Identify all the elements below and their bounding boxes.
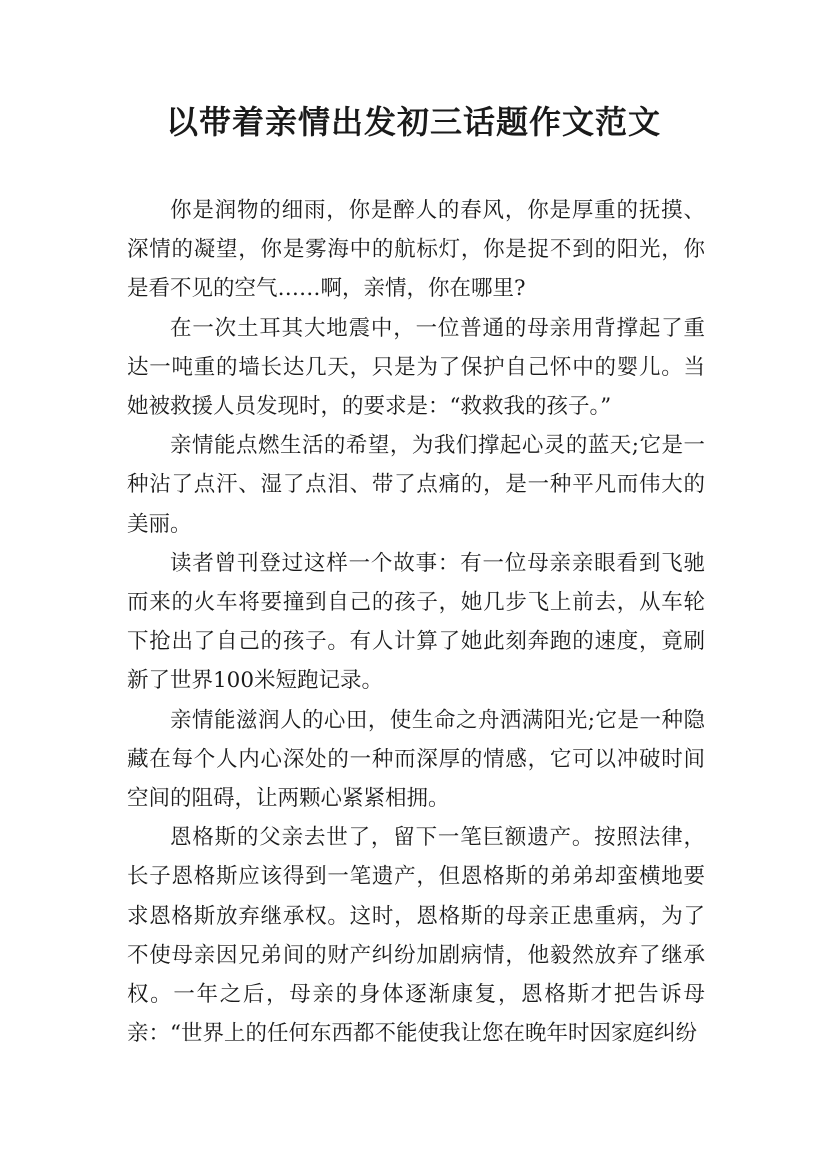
document-title: 以带着亲情出发初三话题作文范文 [165, 103, 661, 141]
paragraph: 恩格斯的父亲去世了，留下一笔巨额遗产。按照法律，长子恩格斯应该得到一笔遗产，但恩格斯的弟弟却蛮横地要求恩格斯放弃继承权。这时，恩格斯的母亲正患重病，为了不使母亲因兄弟间的财产纠纷加剧病情，他毅然放弃了继承权。一年之后，母亲的身体逐渐康复，恩格斯才把告诉母亲：“世界上的任何东西都不能使我让您在晚年时因家庭纠纷 [127, 825, 705, 1047]
paragraph: 亲情能滋润人的心田，使生命之舟洒满阳光;它是一种隐藏在每个人内心深处的一种而深厚的情感，它可以冲破时间空间的阻碍，让两颗心紧紧相拥。 [127, 707, 705, 812]
paragraph: 你是润物的细雨，你是醉人的春风，你是厚重的抚摸、深情的凝望，你是雾海中的航标灯，你是捉不到的阳光，你是看不见的空气……啊，亲情，你在哪里? [127, 198, 705, 302]
document-body [127, 191, 705, 1053]
paragraph: 亲情能点燃生活的希望，为我们撑起心灵的蓝天;它是一种沾了点汗、湿了点泪、带了点痛的，是一种平凡而伟大的美丽。 [127, 433, 705, 537]
paragraph: 读者曾刊登过这样一个故事：有一位母亲亲眼看到飞驰而来的火车将要撞到自己的孩子，她几步飞上前去，从车轮下抢出了自己的孩子。有人计算了她此刻奔跑的速度，竟刷新了世界100米短跑记录。 [127, 550, 705, 694]
paragraph: 在一次土耳其大地震中，一位普通的母亲用背撑起了重达一吨重的墙长达几天，只是为了保护自己怀中的婴儿。当她被救援人员发现时，的要求是：“救救我的孩子。” [127, 315, 705, 420]
